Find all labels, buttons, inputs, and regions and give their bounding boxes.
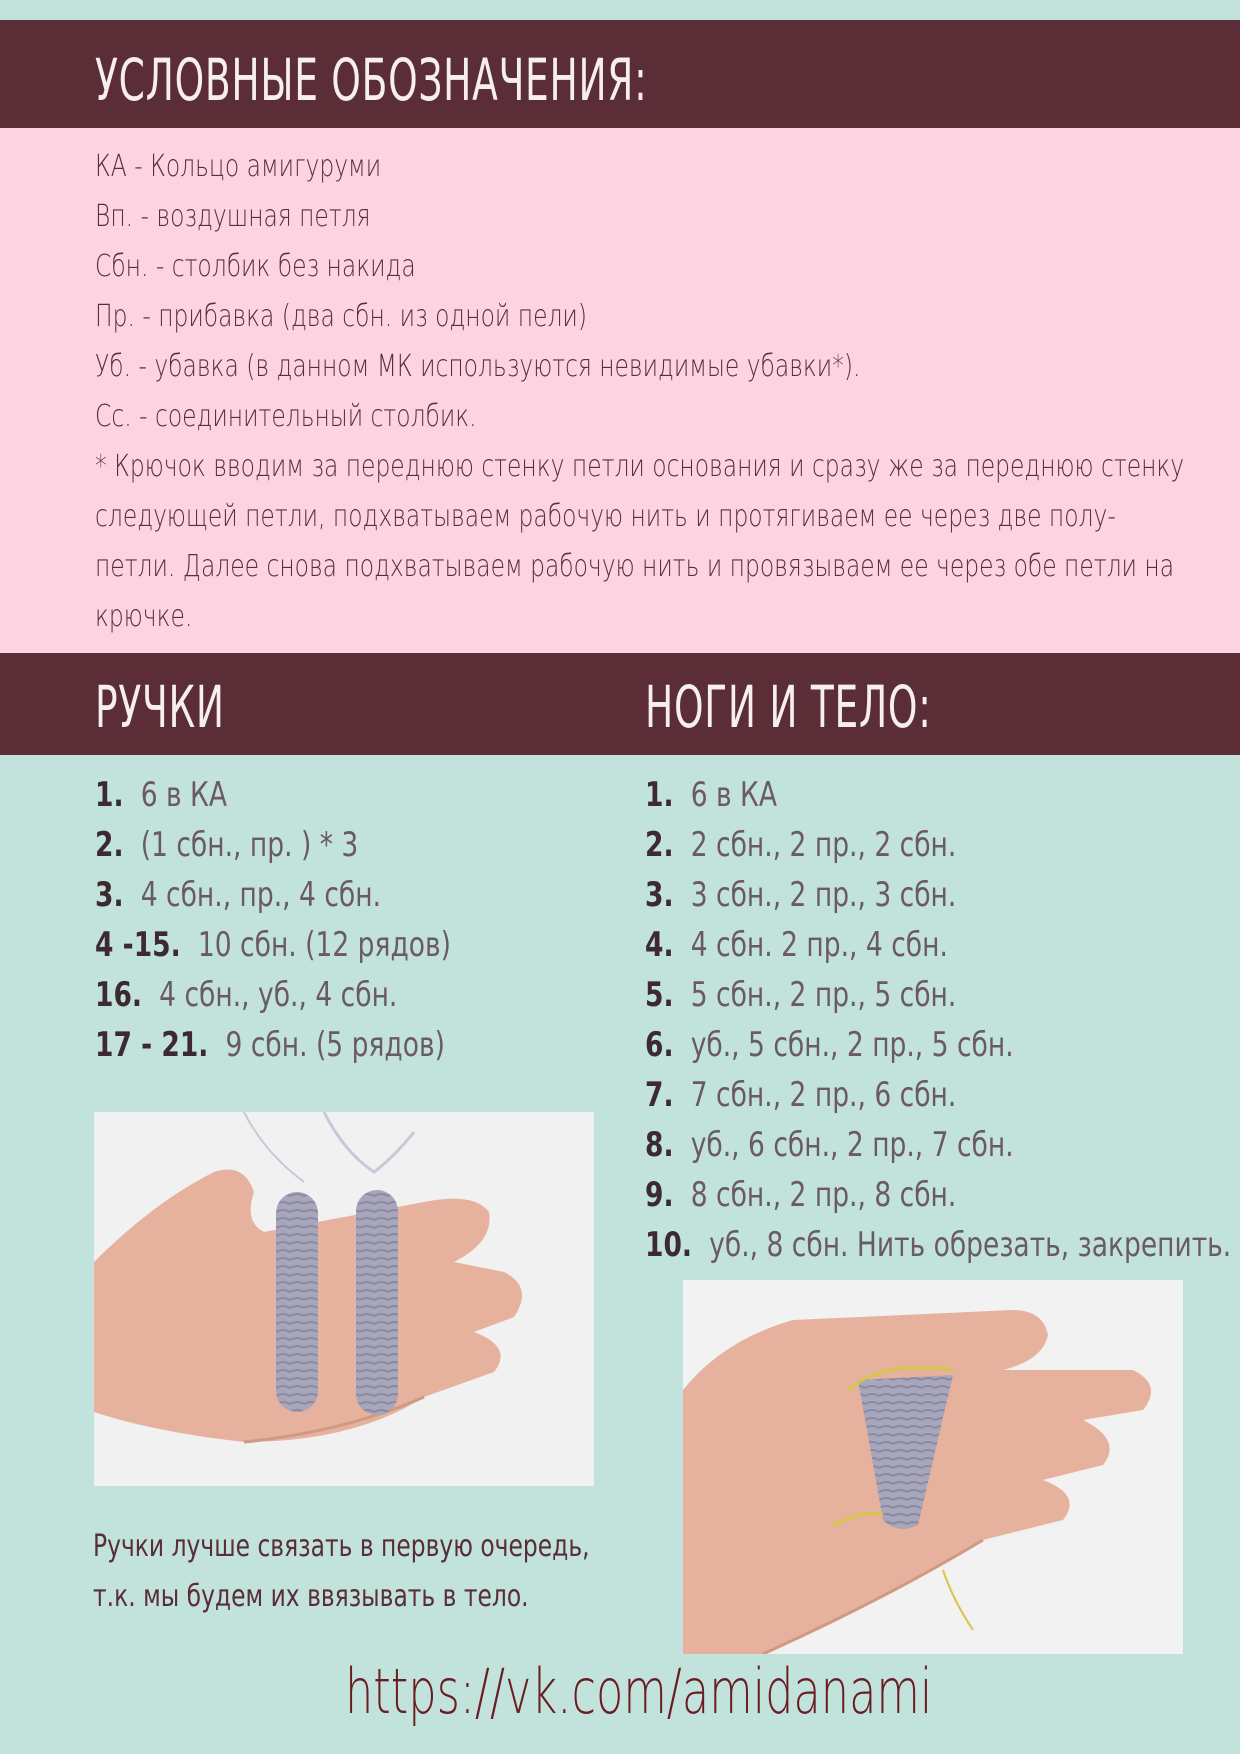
- arms-photo: [94, 1112, 594, 1486]
- row-text: 4 сбн., уб., 4 сбн.: [159, 975, 398, 1015]
- note-line: Ручки лучше связать в первую очередь,: [93, 1529, 590, 1564]
- row-number: 1.: [95, 775, 124, 815]
- section-header-band: [0, 653, 1240, 755]
- legend-line: Пр. - прибавка (два сбн. из одной пели): [95, 299, 587, 334]
- row-text: 6 в КА: [690, 775, 778, 815]
- body-row: [645, 1070, 1231, 1120]
- source-url[interactable]: https://vk.com/amidanami: [345, 1655, 933, 1728]
- legend-line: КА - Кольцо амигуруми: [95, 149, 382, 184]
- row-text: 9 сбн. (5 рядов): [225, 1025, 445, 1065]
- row-number: 10.: [645, 1225, 692, 1265]
- body-photo: [683, 1280, 1183, 1654]
- body-row: [645, 1220, 1231, 1270]
- body-rows: [645, 770, 1240, 1270]
- row-number: 4 -15.: [95, 925, 181, 965]
- row-number: 17 - 21.: [95, 1025, 209, 1065]
- legend-line: Сбн. - столбик без накида: [95, 249, 416, 284]
- row-number: 9.: [645, 1175, 674, 1215]
- arms-row: [95, 1020, 451, 1070]
- row-text: 8 сбн., 2 пр., 8 сбн.: [690, 1175, 957, 1215]
- arms-row: [95, 820, 451, 870]
- row-text: 2 сбн., 2 пр., 2 сбн.: [690, 825, 957, 865]
- arms-photo-illustration: [94, 1112, 594, 1486]
- body-title: НОГИ И ТЕЛО:: [645, 673, 932, 741]
- body-row: [645, 820, 1231, 870]
- arms-row: [95, 770, 451, 820]
- row-text: 6 в КА: [140, 775, 228, 815]
- row-text: уб., 8 сбн. Нить обрезать, закрепить.: [709, 1225, 1232, 1265]
- row-text: 4 сбн. 2 пр., 4 сбн.: [690, 925, 948, 965]
- body-row: [645, 870, 1231, 920]
- row-text: 10 сбн. (12 рядов): [197, 925, 451, 965]
- row-number: 4.: [645, 925, 674, 965]
- row-number: 6.: [645, 1025, 674, 1065]
- arms-row: [95, 970, 451, 1020]
- row-text: 5 сбн., 2 пр., 5 сбн.: [690, 975, 957, 1015]
- arms-rows: [95, 770, 551, 1070]
- arms-title: РУЧКИ: [95, 673, 225, 741]
- row-text: 7 сбн., 2 пр., 6 сбн.: [690, 1075, 957, 1115]
- body-row: [645, 970, 1231, 1020]
- arms-row: [95, 870, 451, 920]
- body-row: [645, 1120, 1231, 1170]
- row-number: 2.: [95, 825, 124, 865]
- note-line: т.к. мы будем их ввязывать в тело.: [93, 1579, 529, 1614]
- legend-list: [95, 142, 1185, 642]
- body-row: [645, 770, 1231, 820]
- legend-line: Уб. - убавка (в данном МК используются невидимые убавки*).: [95, 349, 861, 384]
- body-row: [645, 1020, 1231, 1070]
- row-number: 8.: [645, 1125, 674, 1165]
- arms-row: [95, 920, 451, 970]
- legend-footnote: * Крючок вводим за переднюю стенку петли основания и сразу же за переднюю стенку следующей петли, подхватываем рабочую нить и протягиваем ее через две полу-петли. Далее снова подхватываем рабочую нить и провязываем ее через обе петли на крючке.: [95, 449, 1185, 634]
- row-number: 5.: [645, 975, 674, 1015]
- legend-line: Вп. - воздушная петля: [95, 199, 371, 234]
- legend-title: УСЛОВНЫЕ ОБОЗНАЧЕНИЯ:: [95, 46, 648, 114]
- row-text: уб., 6 сбн., 2 пр., 7 сбн.: [690, 1125, 1014, 1165]
- row-number: 3.: [95, 875, 124, 915]
- legend-header-band: [0, 20, 1240, 128]
- row-text: (1 сбн., пр. ) * 3: [140, 825, 359, 865]
- body-row: [645, 1170, 1231, 1220]
- arms-note: [93, 1522, 730, 1622]
- legend-line: Сс. - соединительный столбик.: [95, 399, 477, 434]
- body-row: [645, 920, 1231, 970]
- row-text: 3 сбн., 2 пр., 3 сбн.: [690, 875, 957, 915]
- legend-panel: [0, 128, 1240, 653]
- row-number: 7.: [645, 1075, 674, 1115]
- body-photo-illustration: [683, 1280, 1183, 1654]
- row-number: 16.: [95, 975, 142, 1015]
- row-number: 2.: [645, 825, 674, 865]
- row-number: 1.: [645, 775, 674, 815]
- row-number: 3.: [645, 875, 674, 915]
- row-text: уб., 5 сбн., 2 пр., 5 сбн.: [690, 1025, 1014, 1065]
- row-text: 4 сбн., пр., 4 сбн.: [140, 875, 382, 915]
